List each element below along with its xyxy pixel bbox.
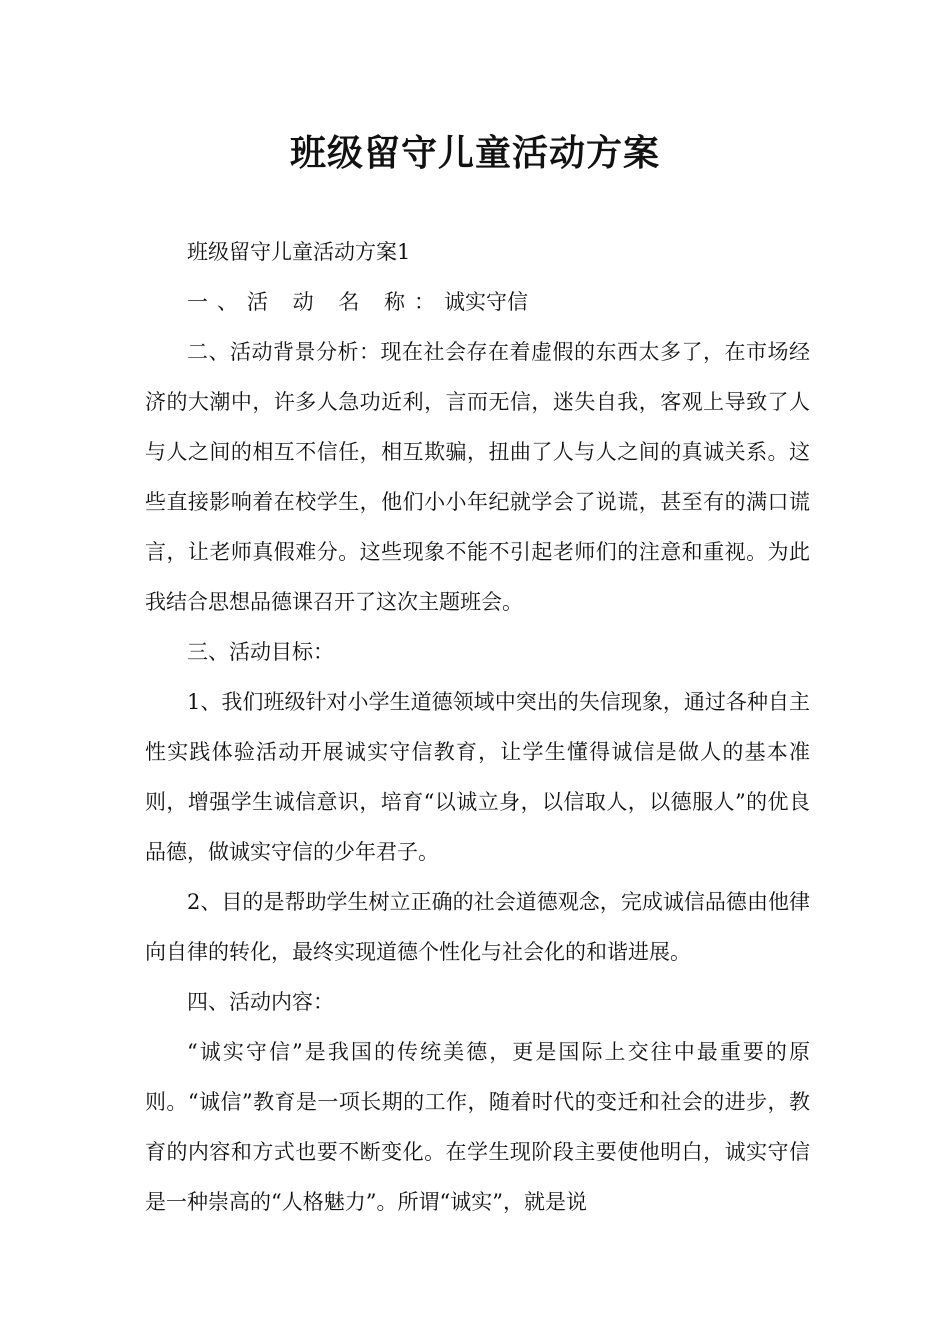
heading-content: 四、活动内容：	[187, 990, 334, 1014]
document-body	[145, 227, 810, 1227]
activity-name-label: 一、活 动 名 称：	[187, 290, 445, 314]
paragraph-content: “诚实守信”是我国的传统美德，更是国际上交往中最重要的原则。“诚信”教育是一项长期的工作，随着时代的变迁和社会的进步，教育的内容和方式也要不断变化。在学生现阶段主要使他明白，诚实守信是一种崇高的“人格魅力”。所谓“诚实”，就是说	[145, 1040, 810, 1214]
paragraph-goal-2: 2、目的是帮助学生树立正确的社会道德观念，完成诚信品德由他律向自律的转化，最终实现道德个性化与社会化的和谐进展。	[145, 890, 810, 964]
section-subtitle: 班级留守儿童活动方案1	[187, 240, 411, 264]
heading-goals: 三、活动目标：	[187, 640, 334, 664]
activity-name-line	[145, 277, 810, 327]
paragraph-goal-1: 1、我们班级针对小学生道德领域中突出的失信现象，通过各种自主性实践体验活动开展诚实守信教育，让学生懂得诚信是做人的基本准则，增强学生诚信意识，培育“以诚立身，以信取人，以德服人”的优良品德，做诚实守信的少年君子。	[145, 690, 810, 864]
document-title: 班级留守儿童活动方案	[289, 133, 660, 174]
activity-name-value: 诚实守信	[444, 290, 529, 314]
paragraph-background: 二、活动背景分析：现在社会存在着虚假的东西太多了，在市场经济的大潮中，许多人急功近利，言而无信，迷失自我，客观上导致了人与人之间的相互不信任，相互欺骗，扭曲了人与人之间的真诚关系。这些直接影响着在校学生，他们小小年纪就学会了说谎，甚至有的满口谎言，让老师真假难分。这些现象不能不引起老师们的注意和重视。为此我结合思想品德课召开了这次主题班会。	[145, 340, 810, 614]
